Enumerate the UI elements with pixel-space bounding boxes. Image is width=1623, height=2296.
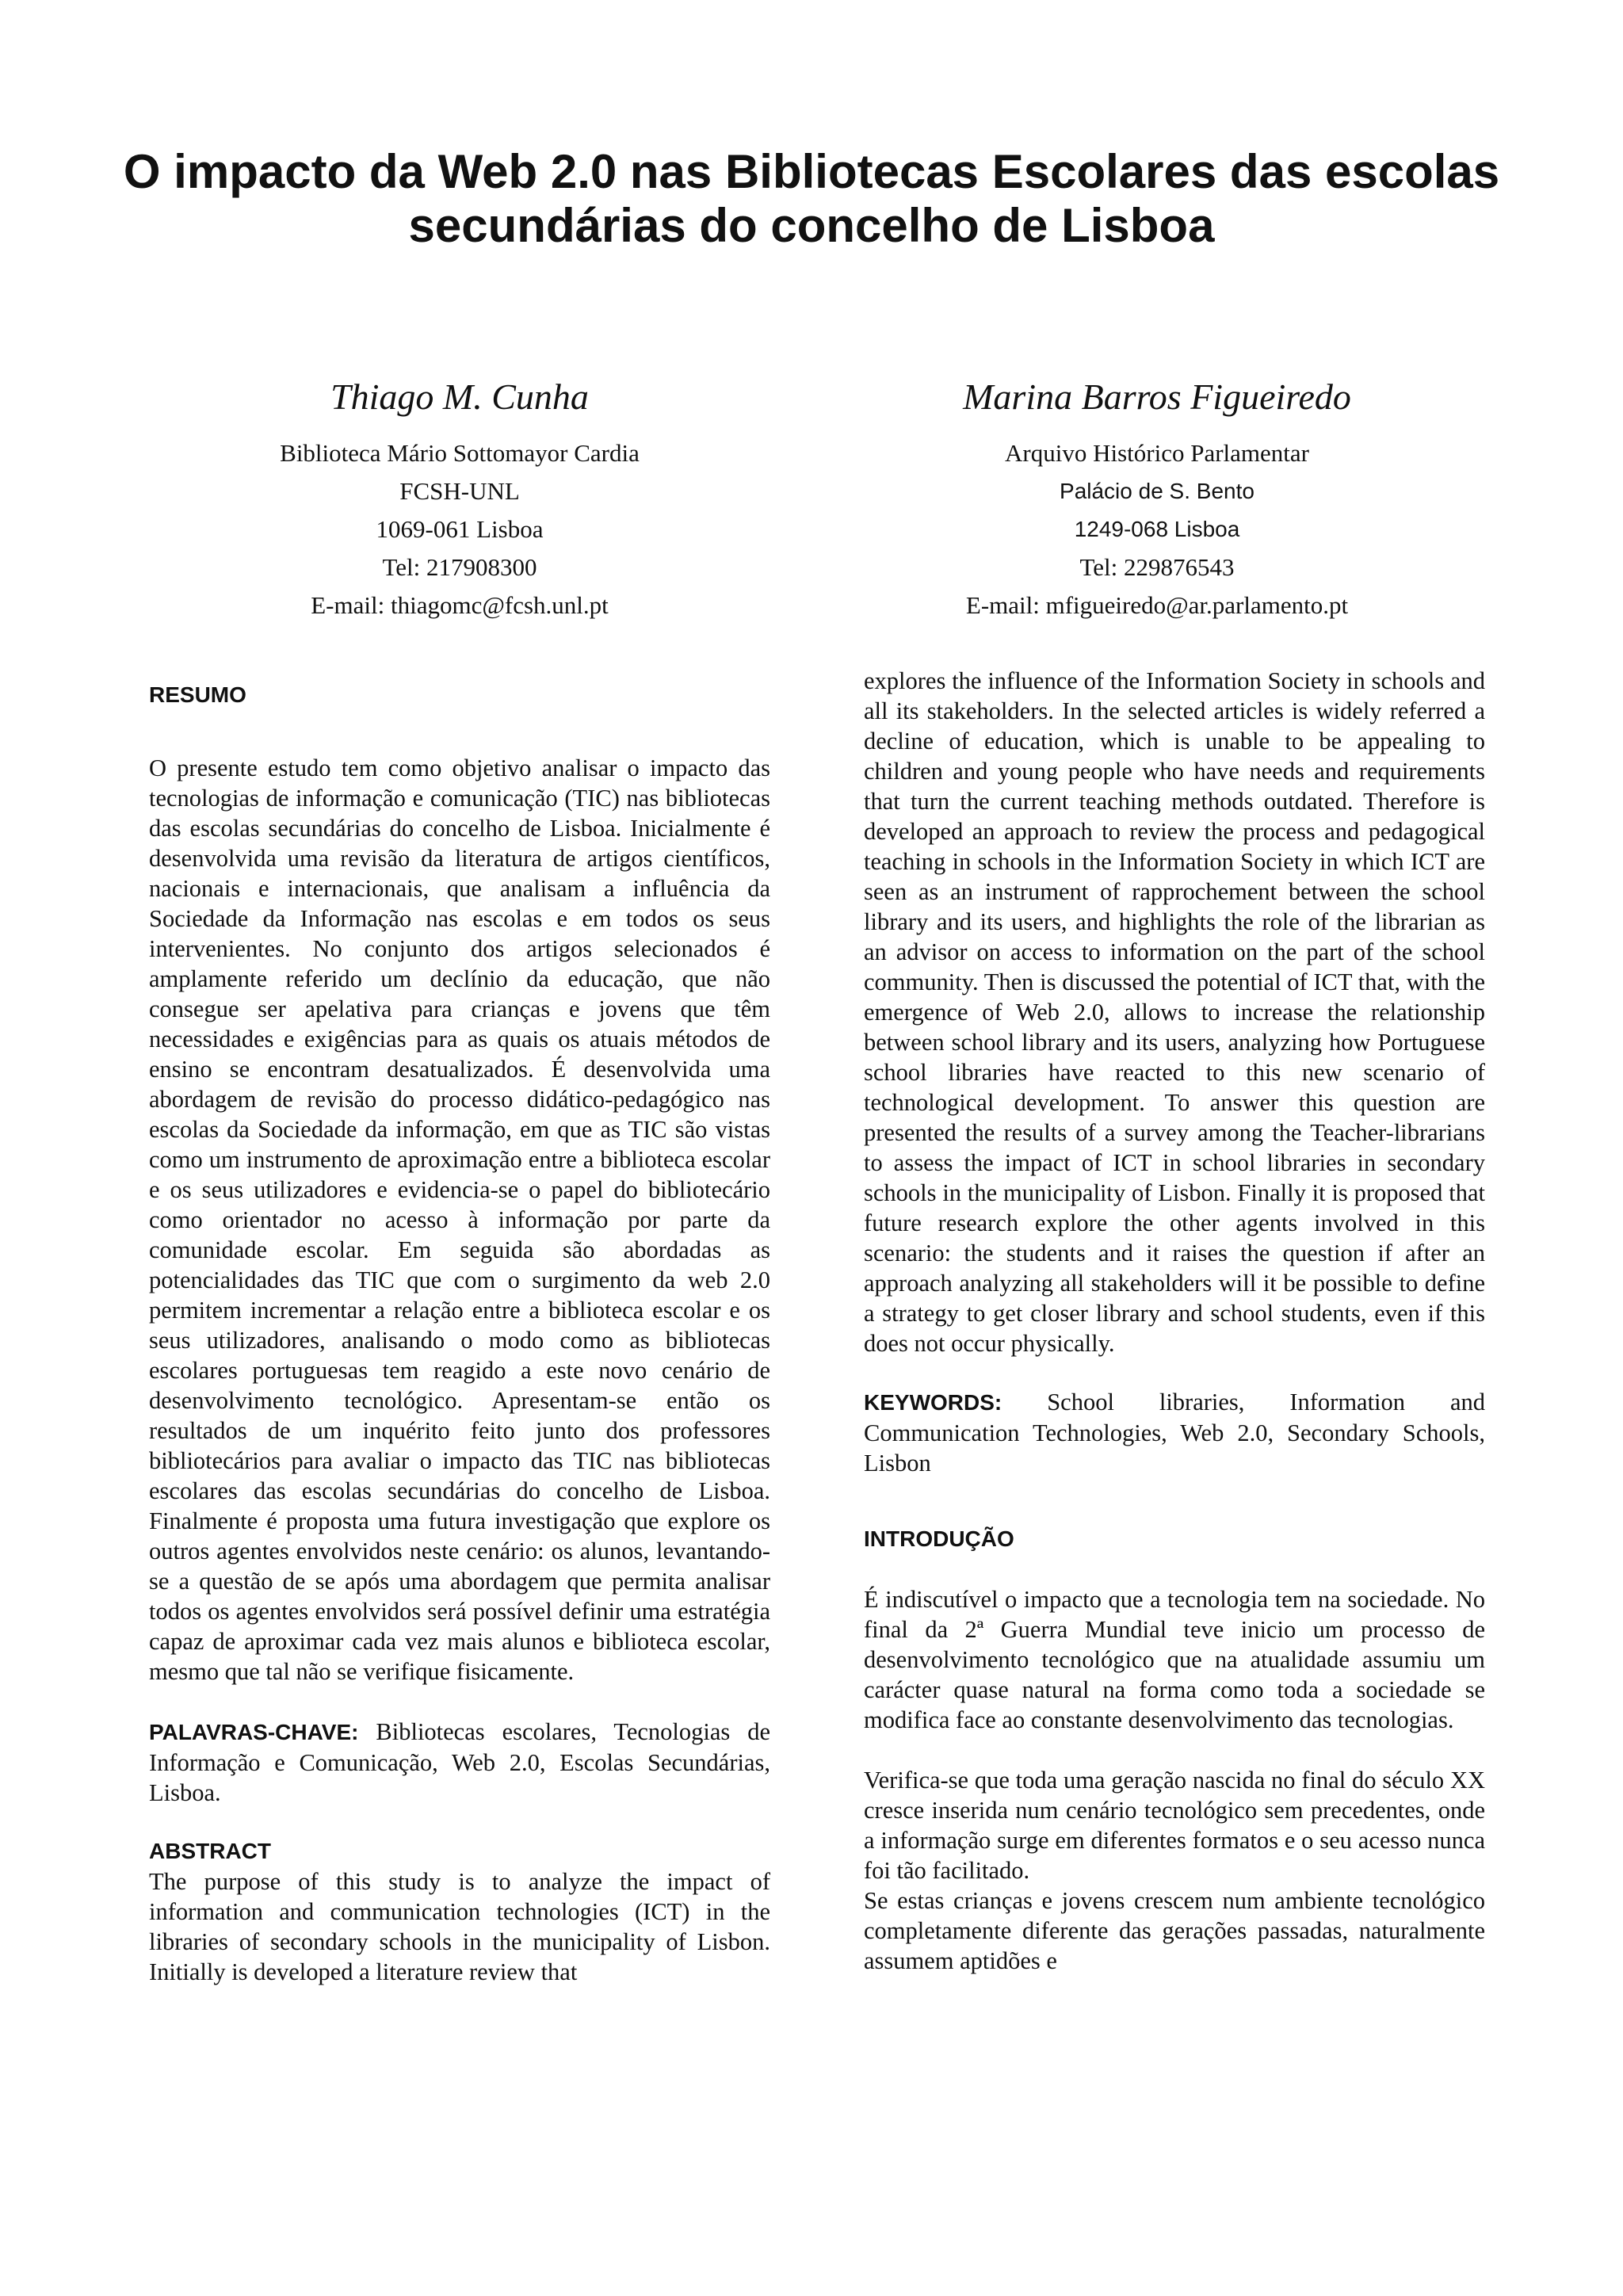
author-block-1 — [238, 376, 682, 625]
resumo-heading: RESUMO — [149, 682, 246, 707]
author-affiliation: Arquivo Histórico Parlamentar — [1005, 439, 1309, 467]
author-email: E-mail: thiagomc@fcsh.unl.pt — [311, 591, 609, 619]
paper-title: O impacto da Web 2.0 nas Bibliotecas Escolares das escolas secundárias do concelho de Lisboa — [123, 145, 1500, 252]
introducao-para-2: Verifica-se que toda uma geração nascida no final do século XX cresce inserida num cenário tecnológico sem precedentes, onde a informação surge em diferentes formatos e o seu acesso nunca foi tão facilitado. — [864, 1767, 1485, 1884]
right-column — [864, 666, 1485, 1976]
author-unit: FCSH-UNL — [399, 477, 520, 505]
palavras-chave-label: PALAVRAS-CHAVE: — [149, 1720, 359, 1744]
palavras-chave-text: Bibliotecas escolares, Tecnologias de Informação e Comunicação, Web 2.0, Escolas Secundárias, Lisboa. — [149, 1718, 771, 1806]
author-tel: Tel: 229876543 — [1079, 553, 1235, 581]
author-tel: Tel: 217908300 — [382, 553, 537, 581]
author-name: Marina Barros Figueiredo — [963, 376, 1351, 417]
author-name: Thiago M. Cunha — [330, 376, 589, 417]
introducao-para-1: É indiscutível o impacto que a tecnologia tem na sociedade. No final da 2ª Guerra Mundial teve inicio um processo de desenvolvimento tecnológico que na atualidade assumiu um carácter quase natural na forma como toda a sociedade se modifica face ao constante desenvolvimento das tecnologias. — [864, 1586, 1485, 1733]
keywords-text: School libraries, Information and Communication Technologies, Web 2.0, Secondary Schools, Lisbon — [864, 1389, 1486, 1477]
keywords-label: KEYWORDS: — [864, 1390, 1002, 1415]
abstract-text-part1: The purpose of this study is to analyze the impact of information and communication technologies (ICT) in the libraries of secondary schools in the municipality of Lisbon. Initially is developed a literature review that — [149, 1868, 770, 1985]
author-address: 1069-061 Lisboa — [376, 515, 544, 543]
author-address: 1249-068 Lisboa — [1074, 517, 1240, 541]
author-unit: Palácio de S. Bento — [1060, 479, 1254, 503]
author-affiliation: Biblioteca Mário Sottomayor Cardia — [280, 439, 640, 467]
author-block-2 — [935, 376, 1379, 625]
author-email: E-mail: mfigueiredo@ar.parlamento.pt — [965, 591, 1349, 619]
introducao-para-3: Se estas crianças e jovens crescem num ambiente tecnológico completamente diferente das gerações passadas, naturalmente assumem aptidões e — [864, 1887, 1485, 1974]
abstract-heading: ABSTRACT — [149, 1839, 271, 1863]
introducao-heading: INTRODUÇÃO — [864, 1526, 1014, 1551]
palavras-chave — [149, 1717, 770, 1808]
abstract-text-part2: explores the influence of the Information Society in schools and all its stakeholders. In the selected articles is widely referred a decline of education, which is unable to be appealing to children and young people who have needs and requirements that turn the current teaching methods outdated. Therefore is developed an approach to review the process and pedagogical teaching in schools in the Information Society in which ICT are seen as an instrument of rapprochement between the school library and its users, and highlights the role of the librarian as an advisor on access to information on the part of the school community. Then is discussed the potential of ICT that, with the emergence of Web 2.0, allows to increase the relationship between school library and its users, analyzing how Portuguese school libraries have reacted to this new scenario of technological development. To answer this question are presented the results of a survey among the Teacher-librarians to assess the impact of ICT in school libraries in secondary schools in the municipality of Lisbon. Finally it is proposed that future research explore the other agents involved in this scenario: the students and it raises the question if after an approach analyzing all stakeholders will it be possible to define a strategy to get closer library and school students, even if this does not occur physically. — [864, 667, 1485, 1357]
keywords — [864, 1387, 1485, 1478]
resumo-text: O presente estudo tem como objetivo analisar o impacto das tecnologias de informação e comunicação (TIC) nas bibliotecas das escolas secundárias do concelho de Lisboa. Inicialmente é desenvolvida uma revisão da literatura de artigos científicos, nacionais e internacionais, que analisam a influência da Sociedade da Informação nas escolas e em todos os seus intervenientes. No conjunto dos artigos selecionados é amplamente referido um declínio da educação, que não consegue ser apelativa para crianças e jovens que têm necessidades e exigências para as quais os atuais métodos de ensino se encontram desatualizados. É desenvolvida uma abordagem de revisão do processo didático-pedagógico nas escolas da Sociedade da informação, em que as TIC são vistas como um instrumento de aproximação entre a biblioteca escolar e os seus utilizadores e evidencia-se o papel do bibliotecário como orientador no acesso à informação por parte da comunidade escolar. Em seguida são abordadas as potencialidades das TIC que com o surgimento da web 2.0 permitem incrementar a relação entre a biblioteca escolar e os seus utilizadores, analisando o modo como as bibliotecas escolares portuguesas tem reagido a este novo cenário de desenvolvimento tecnológico. Apresentam-se então os resultados de um inquérito feito junto dos professores bibliotecários para avaliar o impacto das TIC nas bibliotecas escolares das escolas secundárias do concelho de Lisboa. Finalmente é proposta uma futura investigação que explore os outros agentes envolvidos neste cenário: os alunos, levantando-se a questão de se após uma abordagem que permita analisar todos os agentes envolvidos será possível definir uma estratégia capaz de aproximar cada vez mais alunos e biblioteca escolar, mesmo que tal não se verifique fisicamente. — [149, 755, 770, 1685]
left-column — [149, 667, 770, 1987]
